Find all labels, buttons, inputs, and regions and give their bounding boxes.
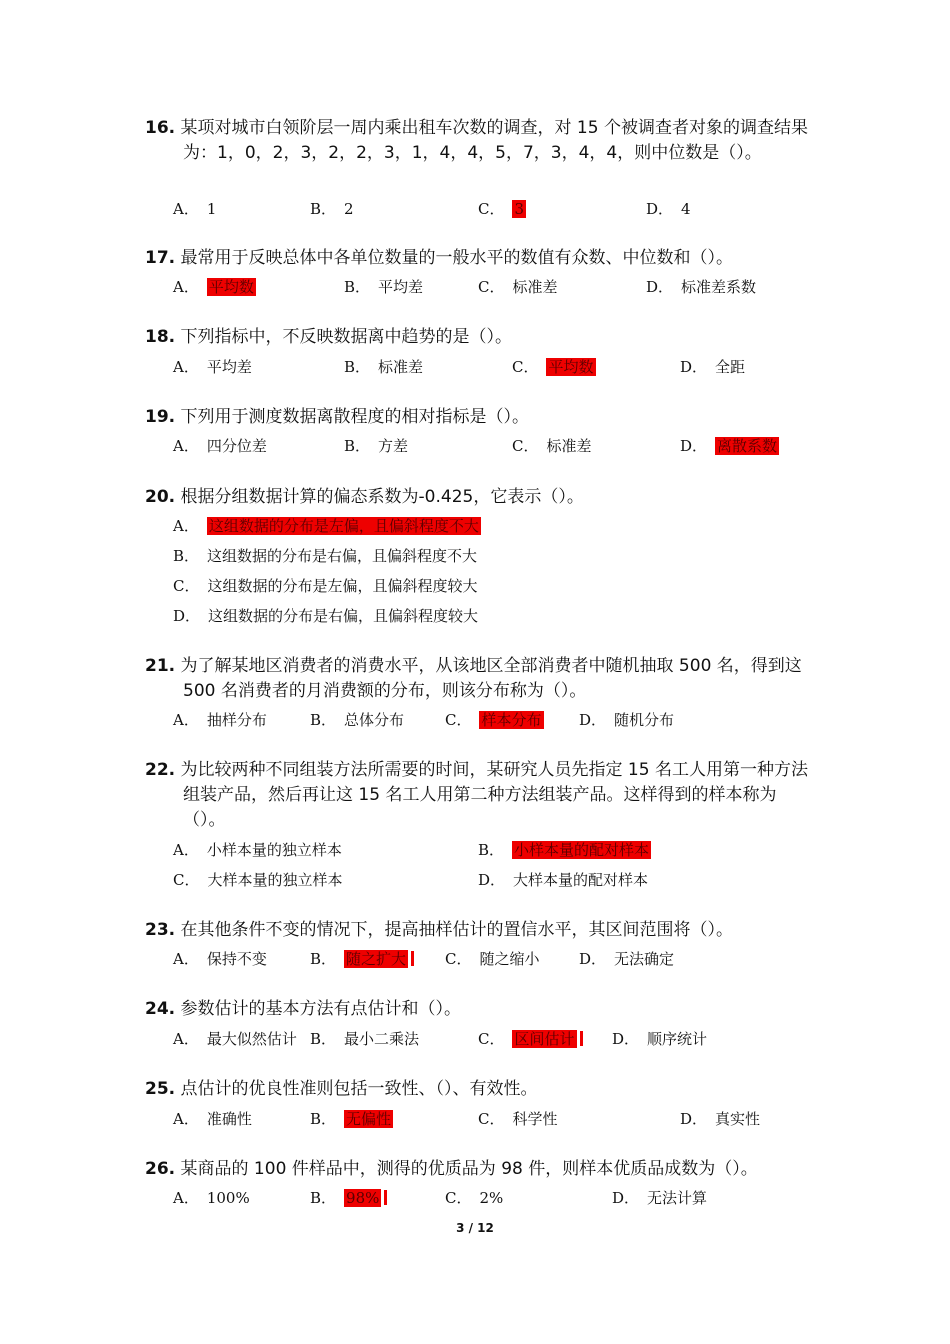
option-24-c bbox=[478, 1028, 583, 1050]
option-letter: D． bbox=[646, 278, 674, 296]
option-letter: A． bbox=[173, 200, 199, 218]
question-stem: 在其他条件不变的情况下，提高抽样估计的置信水平，其区间范围将（）。 bbox=[180, 920, 734, 940]
option-letter: C． bbox=[173, 577, 200, 595]
option-18-d bbox=[680, 356, 745, 378]
option-22-c bbox=[173, 869, 343, 891]
option-25-b bbox=[310, 1108, 393, 1130]
option-letter: C． bbox=[512, 358, 539, 376]
option-text: 标准差 bbox=[378, 358, 424, 376]
option-19-b bbox=[344, 435, 408, 457]
answer-highlight: 3 bbox=[514, 200, 525, 218]
option-letter: D． bbox=[646, 200, 674, 218]
option-text: 随机分布 bbox=[614, 711, 675, 729]
option-text: 无法计算 bbox=[647, 1189, 708, 1207]
option-letter: B． bbox=[310, 1110, 337, 1128]
option-17-d bbox=[646, 276, 756, 298]
option-letter: C． bbox=[445, 711, 472, 729]
answer-highlight: 这组数据的分布是左偏，且偏斜程度不大 bbox=[208, 517, 479, 535]
option-text: 无法确定 bbox=[614, 950, 675, 968]
option-letter: B． bbox=[344, 278, 371, 296]
answer-highlight: 98% bbox=[346, 1189, 380, 1207]
question-23 bbox=[145, 918, 815, 943]
option-letter: C． bbox=[512, 437, 539, 455]
option-17-b bbox=[344, 276, 423, 298]
option-letter: C． bbox=[478, 1030, 505, 1048]
option-20-d bbox=[173, 605, 478, 627]
option-18-a bbox=[173, 356, 252, 378]
highlight-mark bbox=[580, 1031, 583, 1046]
option-letter: D． bbox=[612, 1189, 640, 1207]
option-text: 标准差 bbox=[546, 437, 592, 455]
question-24 bbox=[145, 997, 815, 1022]
option-21-a bbox=[173, 709, 267, 731]
option-18-b bbox=[344, 356, 423, 378]
question-stem: 下列指标中，不反映数据离中趋势的是（）。 bbox=[180, 327, 513, 347]
option-23-a bbox=[173, 948, 267, 970]
option-19-a bbox=[173, 435, 267, 457]
option-text: 平均差 bbox=[206, 358, 252, 376]
option-letter: C． bbox=[445, 1189, 472, 1207]
option-24-b bbox=[310, 1028, 419, 1050]
option-text: 标准差 bbox=[512, 278, 558, 296]
option-17-c bbox=[478, 276, 558, 298]
option-letter: A． bbox=[173, 278, 199, 296]
option-letter: B． bbox=[310, 1030, 337, 1048]
question-stem: 某项对城市白领阶层一周内乘出租车次数的调查，对 15 个被调查者对象的调查结果为：1，0，2，3，2，2，3，1，4，4，5，7，3，4，4，则中位数是（）。 bbox=[180, 118, 808, 163]
option-letter: B． bbox=[310, 1189, 337, 1207]
option-20-b bbox=[173, 545, 477, 567]
option-23-d bbox=[579, 948, 674, 970]
option-letter: B． bbox=[344, 437, 371, 455]
option-letter: B． bbox=[344, 358, 371, 376]
option-21-d bbox=[579, 709, 674, 731]
option-26-a bbox=[173, 1187, 250, 1209]
option-text: 大样本量的配对样本 bbox=[513, 871, 649, 889]
answer-highlight: 平均数 bbox=[548, 358, 594, 376]
question-21 bbox=[145, 654, 815, 704]
option-letter: C． bbox=[173, 871, 200, 889]
question-stem: 点估计的优良性准则包括一致性、（）、有效性。 bbox=[180, 1079, 538, 1099]
question-number: 16. bbox=[145, 118, 176, 138]
question-17 bbox=[145, 246, 815, 271]
option-text: 顺序统计 bbox=[647, 1030, 708, 1048]
option-16-c bbox=[478, 198, 526, 220]
option-text: 真实性 bbox=[715, 1110, 761, 1128]
option-22-a bbox=[173, 839, 342, 861]
option-letter: D． bbox=[173, 607, 201, 625]
option-text: 抽样分布 bbox=[206, 711, 267, 729]
option-letter: B． bbox=[173, 547, 200, 565]
question-stem: 参数估计的基本方法有点估计和（）。 bbox=[180, 999, 462, 1019]
question-number: 18. bbox=[145, 327, 176, 347]
option-letter: B． bbox=[310, 711, 337, 729]
question-22 bbox=[145, 758, 815, 833]
option-letter: D． bbox=[579, 950, 607, 968]
option-letter: D． bbox=[680, 358, 708, 376]
option-letter: C． bbox=[478, 278, 505, 296]
answer-highlight: 小样本量的配对样本 bbox=[514, 841, 650, 859]
option-text: 小样本量的独立样本 bbox=[206, 841, 342, 859]
option-letter: C． bbox=[445, 950, 472, 968]
option-letter: D． bbox=[478, 871, 506, 889]
option-19-c bbox=[512, 435, 592, 457]
option-letter: A． bbox=[173, 711, 199, 729]
option-text: 这组数据的分布是右偏，且偏斜程度不大 bbox=[207, 547, 478, 565]
question-stem: 最常用于反映总体中各单位数量的一般水平的数值有众数、中位数和（）。 bbox=[180, 248, 734, 268]
question-number: 20. bbox=[145, 487, 176, 507]
option-23-b bbox=[310, 948, 414, 970]
question-stem: 下列用于测度数据离散程度的相对指标是（）。 bbox=[180, 407, 530, 427]
option-18-c bbox=[512, 356, 596, 378]
question-stem: 为比较两种不同组装方法所需要的时间，某研究人员先指定 15 名工人用第一种方法组装产品，然后再让这 15 名工人用第二种方法组装产品。这样得到的样本称为（）。 bbox=[180, 760, 808, 830]
option-letter: A． bbox=[173, 1189, 199, 1207]
answer-highlight: 离散系数 bbox=[717, 437, 778, 455]
option-24-a bbox=[173, 1028, 297, 1050]
question-number: 19. bbox=[145, 407, 176, 427]
option-text: 2% bbox=[479, 1189, 504, 1207]
option-letter: A． bbox=[173, 437, 199, 455]
option-text: 最小二乘法 bbox=[344, 1030, 420, 1048]
option-23-c bbox=[445, 948, 540, 970]
option-21-c bbox=[445, 709, 544, 731]
question-26 bbox=[145, 1157, 815, 1182]
option-text: 最大似然估计 bbox=[206, 1030, 297, 1048]
option-text: 这组数据的分布是右偏，且偏斜程度较大 bbox=[208, 607, 479, 625]
question-25 bbox=[145, 1077, 815, 1102]
option-letter: D． bbox=[579, 711, 607, 729]
answer-highlight: 平均数 bbox=[208, 278, 254, 296]
option-16-a bbox=[173, 198, 216, 220]
option-text: 准确性 bbox=[206, 1110, 252, 1128]
option-text: 全距 bbox=[715, 358, 746, 376]
option-text: 100% bbox=[206, 1189, 250, 1207]
option-16-b bbox=[310, 198, 354, 220]
question-20 bbox=[145, 485, 815, 510]
question-stem: 某商品的 100 件样品中，测得的优质品为 98 件，则样本优质品成数为（）。 bbox=[180, 1159, 758, 1179]
option-letter: B． bbox=[478, 841, 505, 859]
question-number: 25. bbox=[145, 1079, 176, 1099]
question-stem: 根据分组数据计算的偏态系数为-0.425，它表示（）。 bbox=[180, 487, 584, 507]
option-26-c bbox=[445, 1187, 503, 1209]
option-16-d bbox=[646, 198, 691, 220]
option-19-d bbox=[680, 435, 779, 457]
option-text: 大样本量的独立样本 bbox=[207, 871, 343, 889]
option-text: 四分位差 bbox=[206, 437, 267, 455]
option-letter: D． bbox=[680, 1110, 708, 1128]
option-text: 这组数据的分布是左偏，且偏斜程度较大 bbox=[207, 577, 478, 595]
option-20-c bbox=[173, 575, 478, 597]
question-stem: 为了解某地区消费者的消费水平，从该地区全部消费者中随机抽取 500 名，得到这 500 名消费者的月消费额的分布，则该分布称为（）。 bbox=[180, 656, 802, 701]
page-number: 3 / 12 bbox=[456, 1221, 494, 1235]
question-18 bbox=[145, 325, 815, 350]
option-letter: C． bbox=[478, 1110, 505, 1128]
answer-highlight: 区间估计 bbox=[514, 1030, 575, 1048]
option-22-b bbox=[478, 839, 651, 861]
option-25-d bbox=[680, 1108, 760, 1130]
option-letter: A． bbox=[173, 517, 199, 535]
option-text: 2 bbox=[344, 200, 354, 218]
option-letter: A． bbox=[173, 1110, 199, 1128]
option-letter: B． bbox=[310, 200, 337, 218]
option-letter: D． bbox=[612, 1030, 640, 1048]
option-text: 1 bbox=[206, 200, 217, 218]
option-letter: B． bbox=[310, 950, 337, 968]
option-20-a bbox=[173, 515, 481, 537]
option-17-a bbox=[173, 276, 256, 298]
option-26-d bbox=[612, 1187, 707, 1209]
option-25-a bbox=[173, 1108, 252, 1130]
option-26-b bbox=[310, 1187, 387, 1209]
question-number: 23. bbox=[145, 920, 176, 940]
option-text: 随之缩小 bbox=[479, 950, 540, 968]
option-text: 4 bbox=[681, 200, 691, 218]
option-text: 平均差 bbox=[378, 278, 424, 296]
question-number: 24. bbox=[145, 999, 176, 1019]
option-text: 保持不变 bbox=[206, 950, 267, 968]
question-number: 17. bbox=[145, 248, 176, 268]
option-letter: A． bbox=[173, 1030, 199, 1048]
option-letter: A． bbox=[173, 358, 199, 376]
question-19 bbox=[145, 405, 815, 430]
option-text: 方差 bbox=[378, 437, 409, 455]
option-letter: D． bbox=[680, 437, 708, 455]
highlight-mark bbox=[384, 1190, 387, 1205]
highlight-mark bbox=[411, 951, 414, 966]
option-22-d bbox=[478, 869, 648, 891]
option-text: 总体分布 bbox=[344, 711, 405, 729]
option-letter: C． bbox=[478, 200, 505, 218]
question-number: 26. bbox=[145, 1159, 176, 1179]
option-letter: A． bbox=[173, 841, 199, 859]
option-24-d bbox=[612, 1028, 707, 1050]
question-16 bbox=[145, 116, 815, 166]
option-text: 科学性 bbox=[512, 1110, 558, 1128]
answer-highlight: 样本分布 bbox=[481, 711, 542, 729]
answer-highlight: 随之扩大 bbox=[346, 950, 407, 968]
option-letter: A． bbox=[173, 950, 199, 968]
option-25-c bbox=[478, 1108, 558, 1130]
question-number: 21. bbox=[145, 656, 176, 676]
answer-highlight: 无偏性 bbox=[346, 1110, 392, 1128]
option-text: 标准差系数 bbox=[681, 278, 757, 296]
option-21-b bbox=[310, 709, 404, 731]
question-number: 22. bbox=[145, 760, 176, 780]
